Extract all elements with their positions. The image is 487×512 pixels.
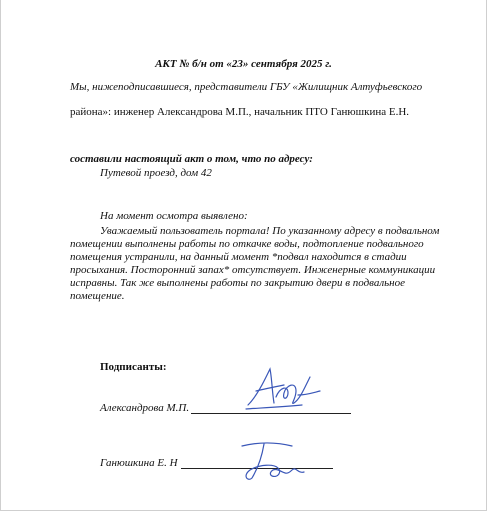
address: Путевой проезд, дом 42 [100, 167, 212, 179]
signer-2-name: Ганюшкина Е. Н [100, 457, 178, 469]
document-title [0, 58, 487, 71]
signature-2 [238, 438, 308, 484]
signature-1 [240, 365, 330, 415]
signatories-heading: Подписанты: [100, 361, 167, 373]
title-prefix: АКТ № б/н от [155, 58, 227, 70]
intro-line-2: района»: инженер Александрова М.П., начальник ПТО Ганюшкина Е.Н. [70, 106, 410, 118]
compose-line: составили настоящий акт о том, что по адресу: [70, 153, 313, 165]
findings-paragraph: Уважаемый пользователь портала! По указанному адресу в подвальном помещении выполнены работы по откачке воды, подтопление подвального помещения устранили, на данный момент *подвал находится в стадии просыхания. Посторонний запах* отсутствует. Инженерные коммуникации исправны. Так же выполнены работы по закрытию двери в подвальное помещение. [70, 225, 440, 302]
signer-1-name: Александрова М.П. [100, 402, 190, 414]
inspection-heading: На момент осмотра выявлено: [100, 210, 248, 222]
title-date: «23» сентября 2025 г. [226, 58, 332, 70]
intro-line-1: Мы, нижеподписавшиеся, представители ГБУ «Жилищник Алтуфьевского [70, 81, 423, 93]
